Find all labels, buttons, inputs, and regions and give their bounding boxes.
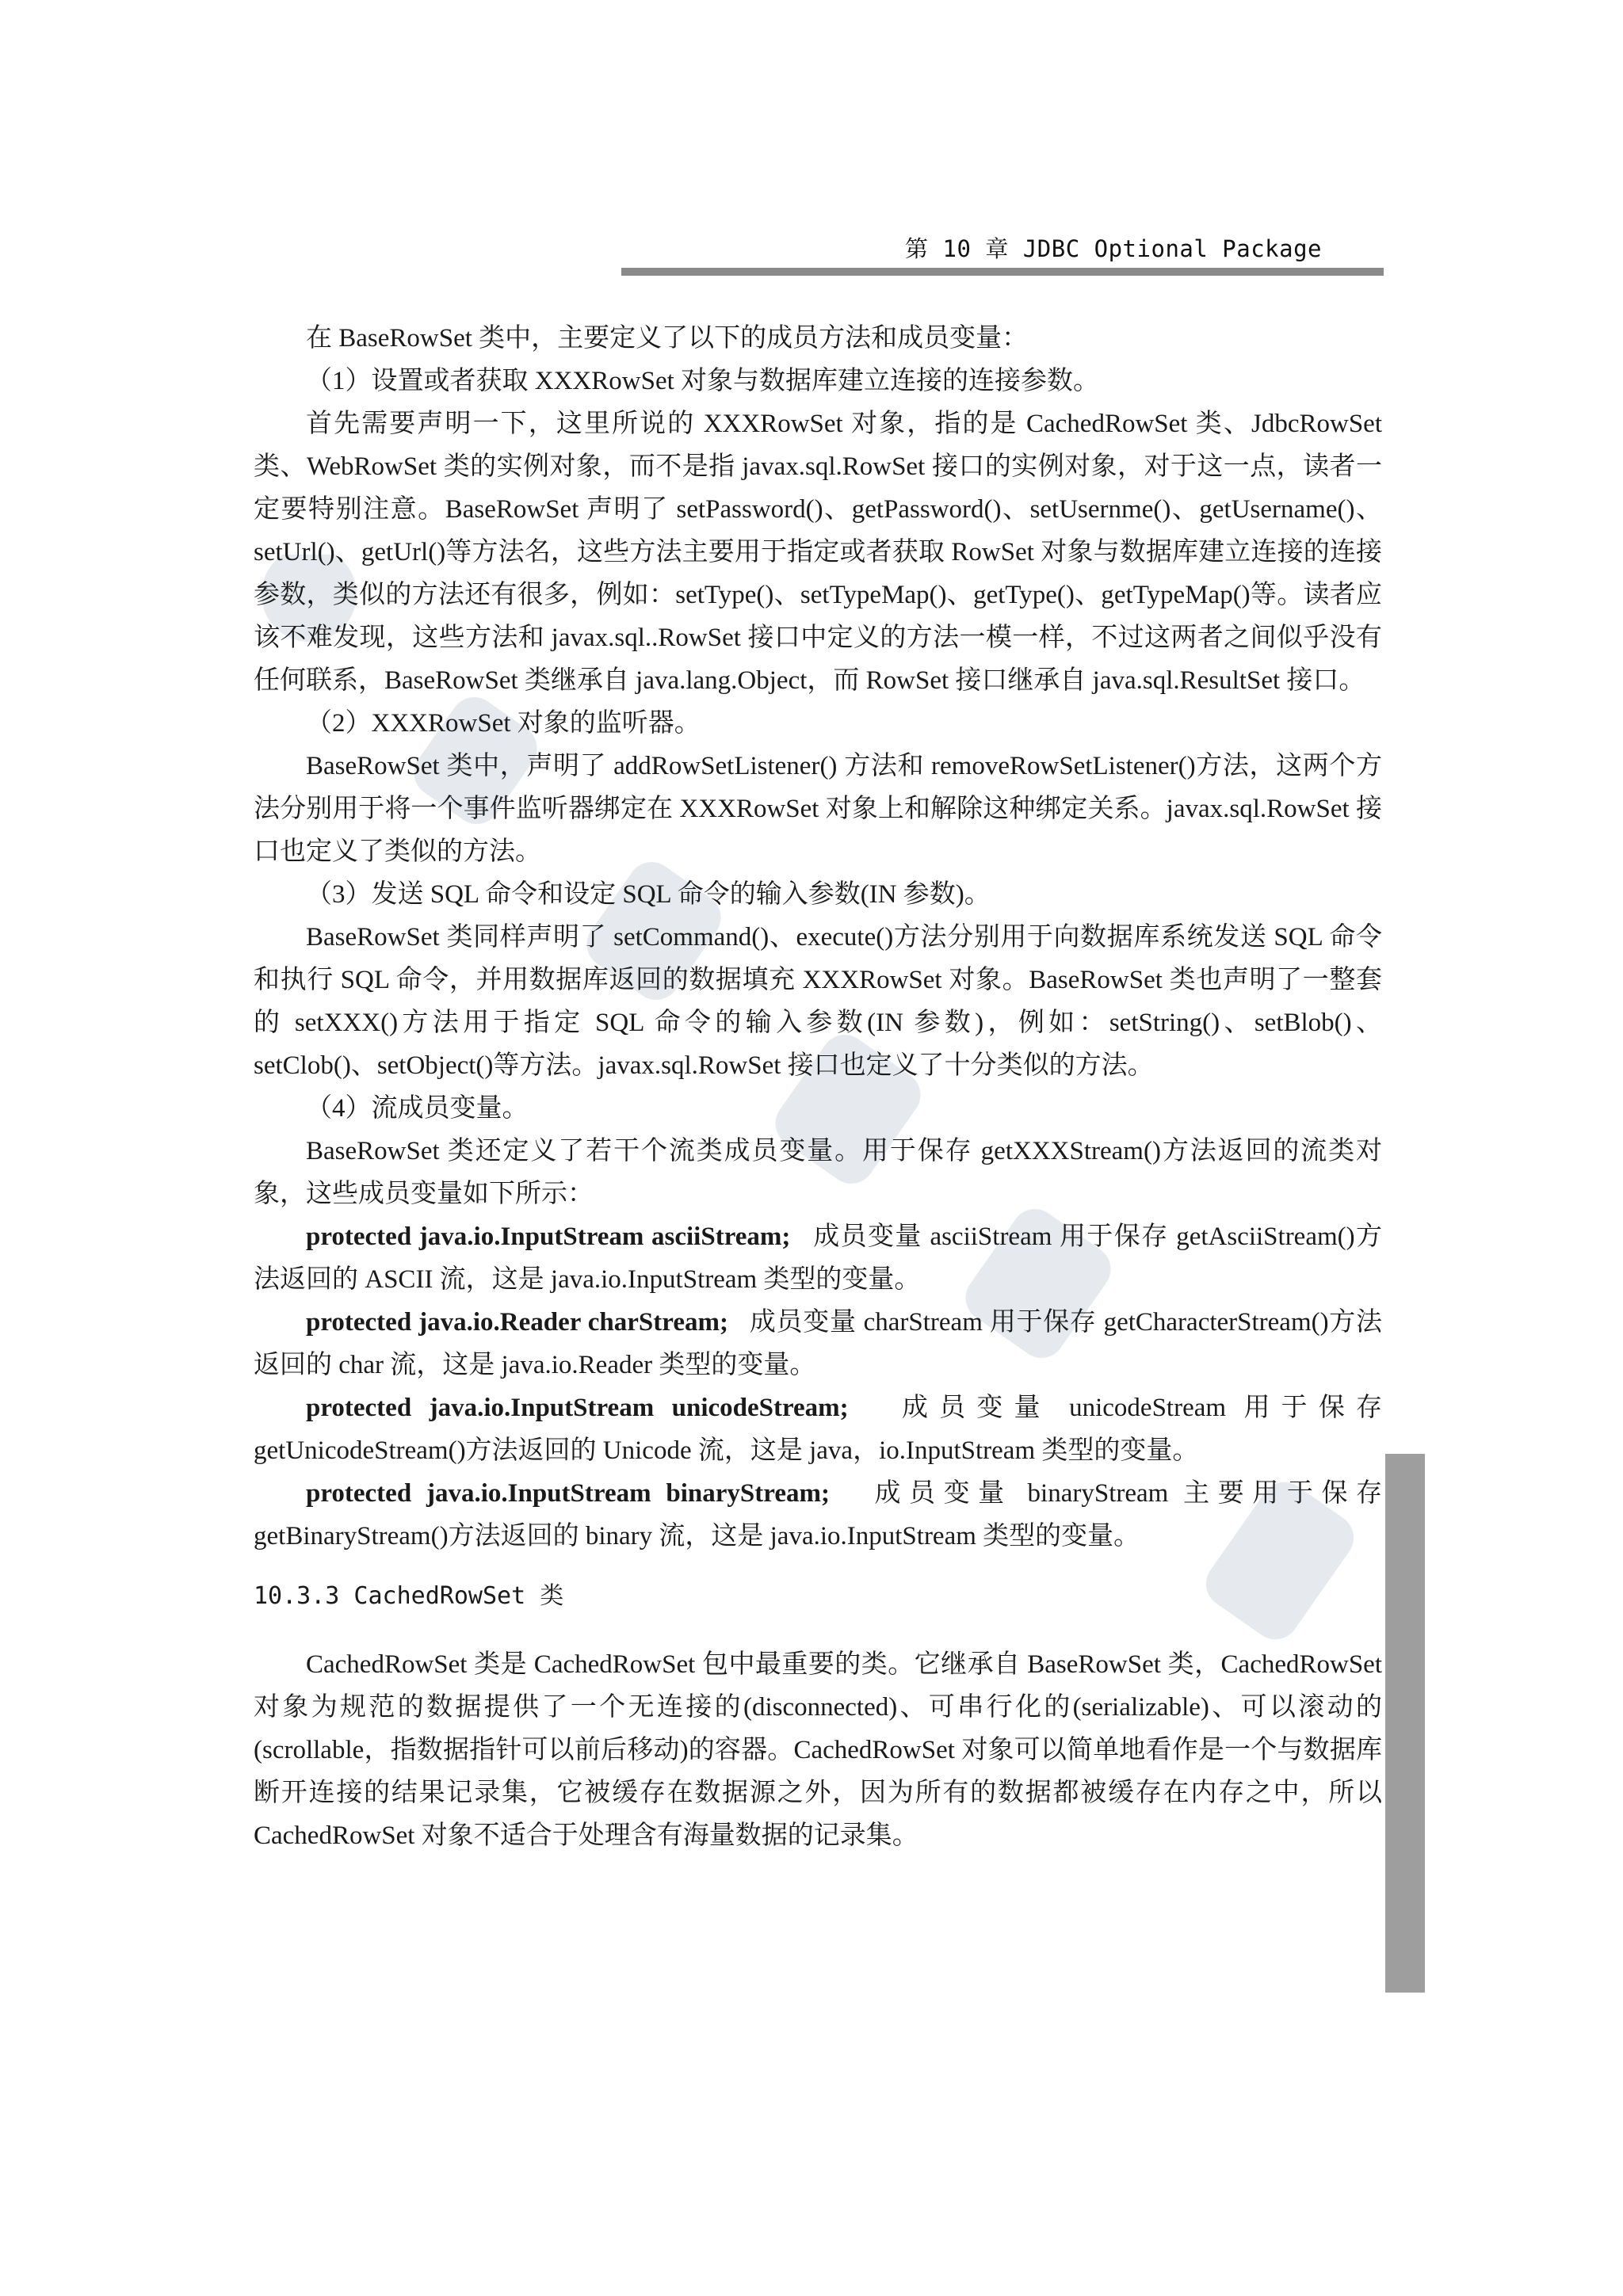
field-code: protected java.io.InputStream asciiStream; — [306, 1222, 791, 1251]
field-code: protected java.io.InputStream binaryStream; — [306, 1479, 830, 1508]
list-heading: （3）发送 SQL 命令和设定 SQL 命令的输入参数(IN 参数)。 — [306, 880, 991, 909]
paragraph: BaseRowSet 类同样声明了 setCommand()、execute()方法分别用于向数据库系统发送 SQL 命令和执行 SQL 命令，并用数据库返回的数据填充 XXXRowSet 对象。BaseRowSet 类也声明了一整套的 setXXX()方法用于指定 SQL 命令的输入参数(IN 参数)，例如：setString()、setBlob()、setClob()、setObject()等方法。javax.sql.RowSet 接口也定义了十分类似的方法。 — [254, 923, 1382, 1080]
paragraph: 首先需要声明一下，这里所说的 XXXRowSet 对象，指的是 CachedRowSet 类、JdbcRowSet 类、WebRowSet 类的实例对象，而不是指 javax.sql.RowSet 接口的实例对象，对于这一点，读者一定要特别注意。BaseRowSet 声明了 setPassword()、getPassword()、setUsernme()、getUsername()、setUrl()、getUrl()等方法名，这些方法主要用于指定或者获取 RowSet 对象与数据库建立连接的连接参数，类似的方法还有很多，例如：setType()、setTypeMap()、getType()、getTypeMap()等。读者应该不难发现，这些方法和 javax.sql..RowSet 接口中定义的方法一模一样，不过这两者之间似乎没有任何联系，BaseRowSet 类继承自 java.lang.Object，而 RowSet 接口继承自 java.sql.ResultSet 接口。 — [254, 410, 1382, 695]
field-entry — [254, 1386, 1382, 1472]
paragraph: CachedRowSet 类是 CachedRowSet 包中最重要的类。它继承自 BaseRowSet 类，CachedRowSet 对象为规范的数据提供了一个无连接的(disconnected)、可串行化的(serializable)、可以滚动的(scrollable，指数据指针可以前后移动)的容器。CachedRowSet 对象可以简单地看作是一个与数据库断开连接的结果记录集，它被缓存在数据源之外，因为所有的数据都被缓存在内存之中，所以 CachedRowSet 对象不适合于处理含有海量数据的记录集。 — [254, 1650, 1382, 1850]
paragraph: BaseRowSet 类还定义了若干个流类成员变量。用于保存 getXXXStream()方法返回的流类对象，这些成员变量如下所示： — [254, 1137, 1382, 1208]
paragraph: BaseRowSet 类中，声明了 addRowSetListener() 方法和 removeRowSetListener()方法，这两个方法分别用于将一个事件监听器绑定在 XXXRowSet 对象上和解除这种绑定关系。javax.sql.RowSet 接口也定义了类似的方法。 — [254, 752, 1382, 866]
running-header: 第 10 章 JDBC Optional Package — [905, 235, 1322, 262]
field-code: protected java.io.Reader charStream; — [306, 1308, 728, 1337]
field-desc: 成员变量 asciiStream 用于保存 getAsciiStream()方法返回的 ASCII 流，这是 java.io.InputStream 类型的变量。 — [254, 1222, 1383, 1294]
field-entry — [254, 1472, 1382, 1558]
list-heading: （4）流成员变量。 — [306, 1094, 529, 1123]
list-heading: （2）XXXRowSet 对象的监听器。 — [306, 709, 701, 738]
field-entry — [254, 1215, 1382, 1301]
side-thumb-tab — [1385, 1454, 1425, 1993]
list-heading: （1）设置或者获取 XXXRowSet 对象与数据库建立连接的连接参数。 — [306, 367, 1100, 395]
section-title: 10.3.3 CachedRowSet 类 — [254, 1582, 564, 1610]
field-code: protected java.io.InputStream unicodeStream; — [306, 1394, 849, 1422]
field-entry — [254, 1301, 1382, 1386]
paragraph: 在 BaseRowSet 类中，主要定义了以下的成员方法和成员变量： — [306, 324, 1029, 353]
field-desc: 成员变量 binaryStream 主要用于保存 getBinaryStream()方法返回的 binary 流，这是 java.io.InputStream 类型的变量。 — [254, 1479, 1383, 1550]
field-desc: 成员变量 charStream 用于保存 getCharacterStream()方法返回的 char 流，这是 java.io.Reader 类型的变量。 — [254, 1308, 1383, 1379]
header-rule — [621, 268, 1384, 276]
document-body — [254, 317, 1382, 1857]
field-desc: 成员变量 unicodeStream 用于保存 getUnicodeStream()方法返回的 Unicode 流，这是 java，io.InputStream 类型的变量。 — [254, 1394, 1383, 1465]
